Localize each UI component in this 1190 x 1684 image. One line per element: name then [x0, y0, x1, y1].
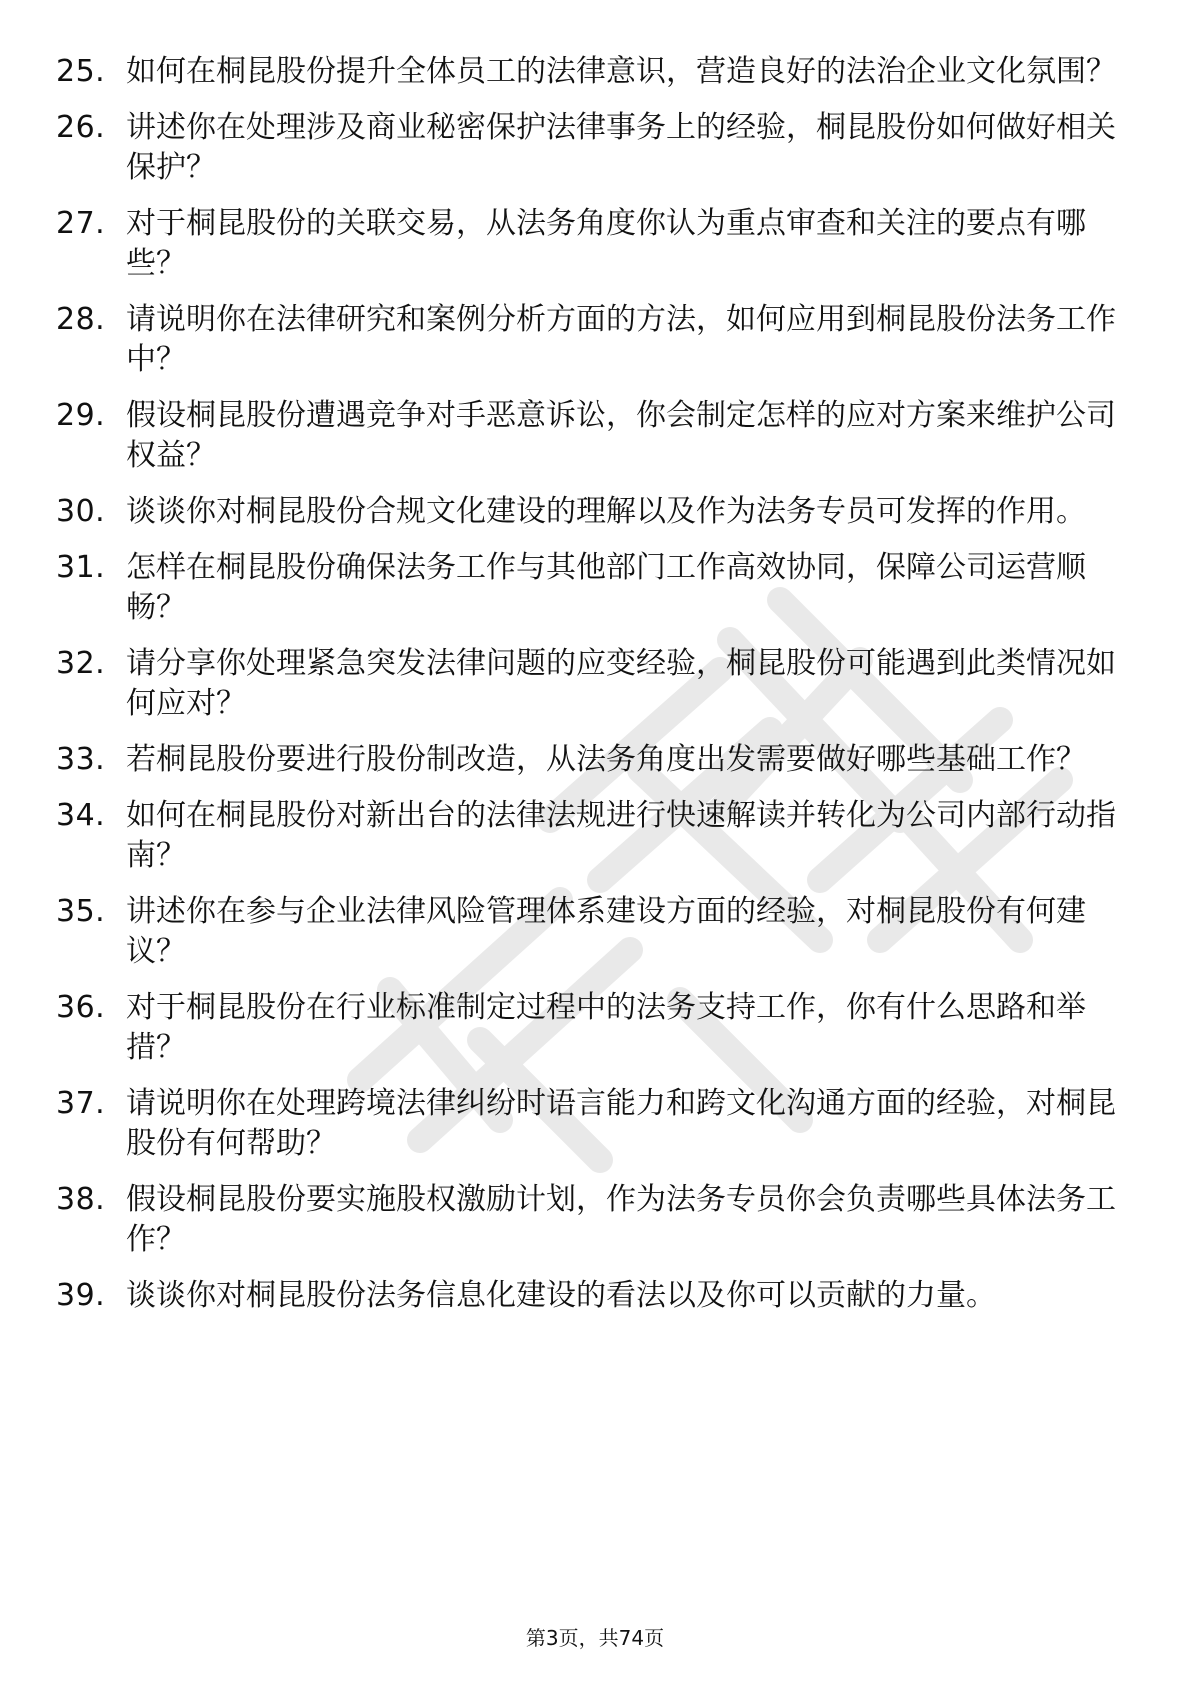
question-text: 请分享你处理紧急突发法律问题的应变经验，桐昆股份可能遇到此类情况如何应对？	[126, 646, 1116, 721]
question-number: 32.	[56, 646, 106, 681]
question-number: 25.	[56, 54, 106, 89]
question-number: 37.	[56, 1086, 106, 1121]
list-item	[56, 204, 1116, 284]
question-text: 讲述你在参与企业法律风险管理体系建设方面的经验，对桐昆股份有何建议？	[126, 894, 1086, 969]
question-number: 35.	[56, 894, 106, 929]
question-number: 38.	[56, 1182, 106, 1217]
list-item	[56, 108, 1116, 188]
question-number: 31.	[56, 550, 106, 585]
question-number: 33.	[56, 742, 106, 777]
question-number: 36.	[56, 990, 106, 1025]
question-text: 请说明你在法律研究和案例分析方面的方法，如何应用到桐昆股份法务工作中？	[126, 302, 1116, 377]
page-number-label: 第3页，共74页	[525, 1626, 665, 1650]
list-item	[56, 892, 1116, 972]
question-number: 30.	[56, 494, 106, 529]
question-text: 如何在桐昆股份提升全体员工的法律意识，营造良好的法治企业文化氛围？	[126, 54, 1116, 89]
question-number: 28.	[56, 302, 106, 337]
page-footer	[0, 1626, 1190, 1650]
list-item	[56, 300, 1116, 380]
list-item	[56, 740, 1116, 780]
list-item	[56, 548, 1116, 628]
question-text: 讲述你在处理涉及商业秘密保护法律事务上的经验，桐昆股份如何做好相关保护？	[126, 110, 1116, 185]
list-item	[56, 796, 1116, 876]
question-text: 请说明你在处理跨境法律纠纷时语言能力和跨文化沟通方面的经验，对桐昆股份有何帮助？	[126, 1086, 1116, 1161]
list-item	[56, 988, 1116, 1068]
question-list	[56, 52, 1116, 1332]
question-text: 若桐昆股份要进行股份制改造，从法务角度出发需要做好哪些基础工作？	[126, 742, 1086, 777]
question-text: 假设桐昆股份遭遇竞争对手恶意诉讼，你会制定怎样的应对方案来维护公司权益？	[126, 398, 1116, 473]
question-text: 假设桐昆股份要实施股权激励计划，作为法务专员你会负责哪些具体法务工作？	[126, 1182, 1116, 1257]
list-item	[56, 492, 1116, 532]
list-item	[56, 644, 1116, 724]
question-text: 如何在桐昆股份对新出台的法律法规进行快速解读并转化为公司内部行动指南？	[126, 798, 1116, 873]
question-number: 39.	[56, 1278, 106, 1313]
list-item	[56, 52, 1116, 92]
question-text: 对于桐昆股份在行业标准制定过程中的法务支持工作，你有什么思路和举措？	[126, 990, 1086, 1065]
list-item	[56, 1084, 1116, 1164]
question-number: 29.	[56, 398, 106, 433]
question-text: 怎样在桐昆股份确保法务工作与其他部门工作高效协同，保障公司运营顺畅？	[126, 550, 1086, 625]
question-number: 27.	[56, 206, 106, 241]
question-number: 26.	[56, 110, 106, 145]
question-number: 34.	[56, 798, 106, 833]
question-text: 谈谈你对桐昆股份法务信息化建设的看法以及你可以贡献的力量。	[126, 1278, 996, 1313]
question-text: 谈谈你对桐昆股份合规文化建设的理解以及作为法务专员可发挥的作用。	[126, 494, 1086, 529]
question-text: 对于桐昆股份的关联交易，从法务角度你认为重点审查和关注的要点有哪些？	[126, 206, 1086, 281]
list-item	[56, 1276, 1116, 1316]
list-item	[56, 396, 1116, 476]
list-item	[56, 1180, 1116, 1260]
